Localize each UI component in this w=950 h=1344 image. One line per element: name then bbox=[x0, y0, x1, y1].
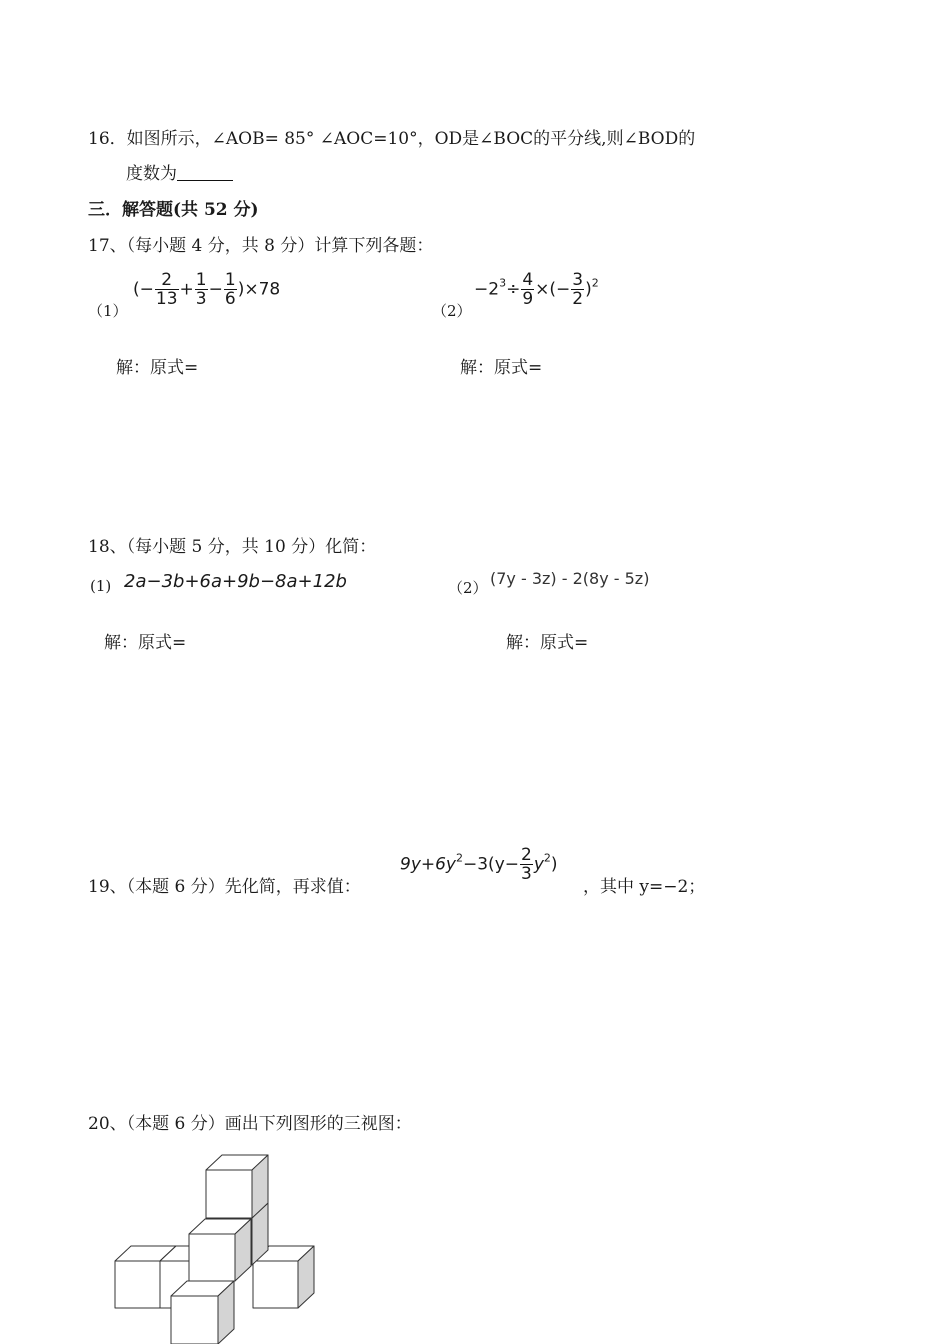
q19-title: 19、（本题 6 分）先化简，再求值： bbox=[88, 877, 361, 897]
fraction-3-2 bbox=[571, 271, 584, 308]
denominator: 3 bbox=[195, 289, 207, 309]
numerator: 2 bbox=[155, 271, 179, 290]
times-sign: ×(− bbox=[535, 279, 571, 300]
numerator: 1 bbox=[224, 270, 236, 290]
denominator: 9 bbox=[522, 289, 534, 309]
fraction-4-9 bbox=[521, 271, 534, 308]
denominator: 2 bbox=[572, 289, 584, 309]
exponent: 2 bbox=[456, 851, 463, 865]
q20-title: 20、（本题 6 分）画出下列图形的三视图： bbox=[88, 1114, 412, 1134]
q18-solution-1: 解：原式= bbox=[104, 633, 187, 653]
exponent: 3 bbox=[499, 276, 507, 290]
expr-part-b: −3(y− bbox=[463, 854, 519, 875]
q18-part1-expr: 2a−3b+6a+9b−8a+12b bbox=[124, 571, 347, 592]
plus-sign: + bbox=[179, 279, 194, 300]
q18-part2-label: （2） bbox=[448, 579, 488, 597]
expr-part-c: y bbox=[533, 854, 544, 875]
fraction-2-13 bbox=[155, 271, 179, 308]
q17-solution-1: 解：原式= bbox=[116, 358, 199, 378]
q18-part2-expr: (7y - 3z) - 2(8y - 5z) bbox=[490, 569, 650, 588]
q16-line2-text: 度数为 bbox=[126, 164, 177, 184]
answer-blank bbox=[177, 164, 233, 181]
q16-line2 bbox=[126, 163, 233, 185]
q18-part1-label: (1) bbox=[90, 577, 112, 595]
q17-part2-expr bbox=[474, 271, 599, 308]
fraction-1-3 bbox=[195, 271, 208, 308]
denominator: 13 bbox=[155, 289, 178, 309]
fraction-2-3 bbox=[520, 846, 533, 883]
q17-part2-label: （2） bbox=[432, 302, 472, 320]
expr-close: ) bbox=[585, 279, 592, 300]
denominator: 3 bbox=[521, 864, 532, 884]
expr-part-a: 9y+6y bbox=[400, 854, 456, 875]
divide-sign: ÷ bbox=[506, 279, 521, 300]
exponent: 2 bbox=[543, 851, 551, 865]
q17-title: 17、（每小题 4 分，共 8 分）计算下列各题： bbox=[88, 236, 434, 256]
q18-solution-2: 解：原式= bbox=[506, 633, 589, 653]
denominator: 6 bbox=[224, 289, 236, 309]
section-title: 三．解答题(共 52 分) bbox=[88, 200, 259, 220]
cube-bottom-front bbox=[171, 1281, 234, 1344]
cube-tower-top bbox=[206, 1155, 268, 1218]
q17-part1-expr bbox=[133, 271, 280, 308]
expr-open: (− bbox=[133, 279, 154, 300]
expr-pre: −2 bbox=[474, 279, 500, 300]
q18-title: 18、（每小题 5 分，共 10 分）化简： bbox=[88, 537, 377, 557]
numerator: 1 bbox=[195, 270, 207, 290]
minus-sign: − bbox=[208, 279, 223, 300]
expr-part-d: ) bbox=[550, 854, 558, 875]
fraction-1-6 bbox=[224, 271, 237, 308]
numerator: 2 bbox=[521, 845, 532, 865]
expr-close: )×78 bbox=[237, 279, 281, 300]
numerator: 4 bbox=[522, 270, 534, 290]
cube-middle-front bbox=[189, 1219, 251, 1281]
q19-condition: ，其中 y=−2； bbox=[583, 877, 706, 897]
q17-solution-2: 解：原式= bbox=[460, 358, 543, 378]
exponent: 2 bbox=[591, 276, 599, 290]
cube-stack-figure bbox=[100, 1148, 330, 1344]
q19-expr bbox=[400, 846, 558, 883]
numerator: 3 bbox=[572, 270, 584, 290]
q16-line1: 16．如图所示，∠AOB= 85° ∠AOC=10°，OD是∠BOC的平分线,则∠BOD的 bbox=[88, 129, 696, 149]
q17-part1-label: （1） bbox=[88, 302, 128, 320]
